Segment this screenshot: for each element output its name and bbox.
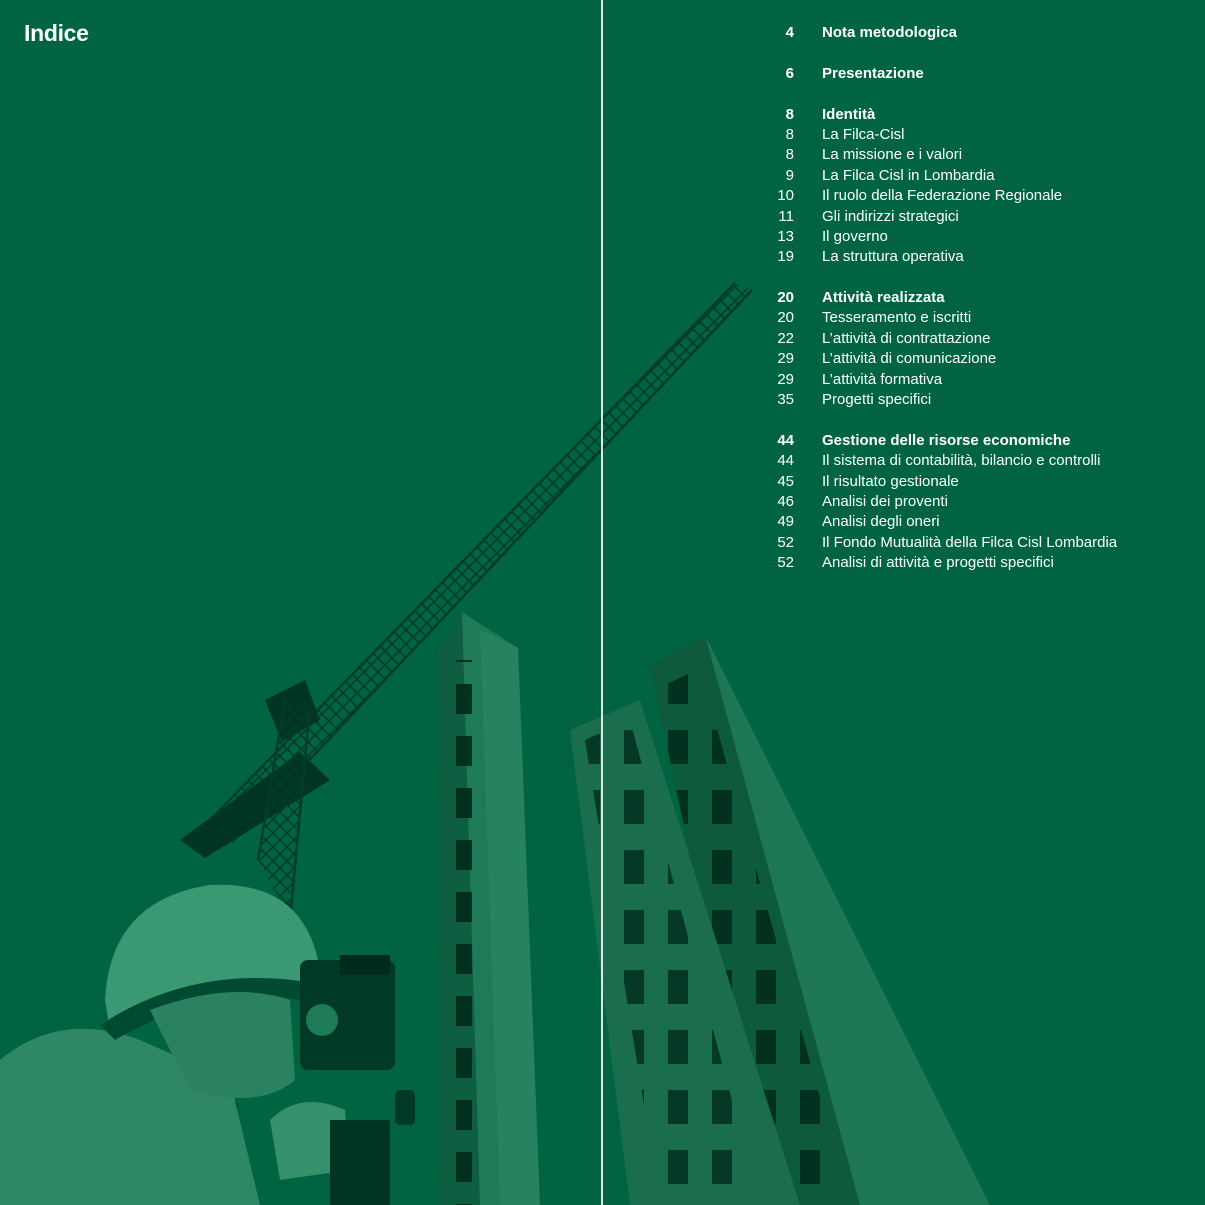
toc-page-number: 4: [785, 24, 794, 41]
toc-label: L’attività formativa: [822, 370, 943, 388]
toc-page-number: 8: [785, 105, 794, 123]
surveyor: [0, 885, 415, 1205]
toc-label: Il Fondo Mutualità della Filca Cisl Lombardia: [822, 533, 1118, 551]
toc-page-number: 8: [785, 125, 794, 143]
toc-entry[interactable]: [760, 207, 1190, 227]
toc-label: Presentazione: [822, 64, 924, 82]
toc-label: Identità: [822, 105, 876, 123]
toc-entry[interactable]: [760, 349, 1190, 369]
toc-label: La missione e i valori: [822, 146, 963, 164]
toc-label: Gli indirizzi strategici: [822, 207, 959, 225]
table-of-contents: [760, 23, 1190, 594]
toc-label: La Filca Cisl in Lombardia: [822, 166, 995, 184]
toc-page-number: 29: [777, 350, 794, 368]
toc-entry[interactable]: [760, 472, 1190, 492]
toc-section: [760, 105, 1190, 268]
toc-entry[interactable]: [760, 329, 1190, 349]
toc-entry[interactable]: [760, 492, 1190, 512]
toc-page-number: 46: [777, 492, 794, 510]
toc-page-number: 52: [777, 533, 794, 551]
toc-page-number: 10: [777, 187, 794, 205]
toc-page-number: 20: [777, 289, 794, 307]
toc-section: [760, 288, 1190, 410]
toc-label: Nota metodologica: [822, 24, 958, 41]
toc-page-number: 8: [785, 146, 794, 164]
left-tower: [438, 612, 540, 1205]
toc-section: [760, 64, 1190, 84]
toc-page-number: 11: [778, 207, 794, 225]
toc-heading[interactable]: [760, 431, 1190, 451]
toc-label: L’attività di comunicazione: [822, 350, 997, 368]
toc-entry[interactable]: [760, 370, 1190, 390]
toc-label: Il risultato gestionale: [822, 472, 959, 490]
toc-heading[interactable]: [760, 64, 1190, 84]
toc-label: Attività realizzata: [822, 289, 945, 307]
toc-entry[interactable]: [760, 125, 1190, 145]
toc-label: Tesseramento e iscritti: [822, 309, 972, 327]
toc-entry[interactable]: [760, 227, 1190, 247]
toc-page-number: 45: [777, 472, 794, 490]
toc-label: L’attività di contrattazione: [822, 329, 991, 347]
toc-entry[interactable]: [760, 186, 1190, 206]
right-tower: [570, 635, 990, 1205]
toc-entry[interactable]: [760, 145, 1190, 165]
toc-page-number: 20: [777, 309, 794, 327]
toc-label: Il governo: [822, 227, 888, 245]
toc-label: Analisi di attività e progetti specifici: [822, 554, 1054, 572]
toc-page-number: 35: [777, 391, 794, 409]
toc-label: Il sistema di contabilità, bilancio e controlli: [822, 452, 1101, 470]
toc-label: Il ruolo della Federazione Regionale: [822, 187, 1063, 205]
toc-entry[interactable]: [760, 390, 1190, 410]
toc-label: La Filca-Cisl: [822, 125, 905, 143]
toc-entry[interactable]: [760, 533, 1190, 553]
toc-page-number: 49: [777, 513, 794, 531]
toc-page-number: 29: [777, 370, 794, 388]
toc-page-number: 6: [785, 64, 794, 82]
toc-heading[interactable]: [760, 23, 1190, 43]
page-gutter: [601, 0, 603, 1205]
toc-page-number: 44: [777, 431, 794, 449]
toc-entry[interactable]: [760, 308, 1190, 328]
toc-section: [760, 431, 1190, 574]
toc-entry[interactable]: [760, 166, 1190, 186]
toc-section: [760, 23, 1190, 43]
toc-page-number: 52: [777, 554, 794, 572]
toc-page-number: 9: [785, 166, 794, 184]
toc-heading[interactable]: [760, 105, 1190, 125]
toc-page-number: 13: [777, 227, 794, 245]
toc-heading[interactable]: [760, 288, 1190, 308]
toc-label: Analisi degli oneri: [822, 513, 940, 531]
toc-entry[interactable]: [760, 553, 1190, 573]
toc-entry[interactable]: [760, 451, 1190, 471]
toc-entry[interactable]: [760, 512, 1190, 532]
toc-label: Analisi dei proventi: [822, 492, 948, 510]
toc-page-number: 19: [777, 248, 794, 266]
toc-label: Progetti specifici: [822, 391, 932, 409]
toc-entry[interactable]: [760, 247, 1190, 267]
toc-page-number: 44: [777, 452, 794, 470]
toc-page-number: 22: [777, 329, 794, 347]
toc-label: La struttura operativa: [822, 248, 964, 266]
page-title: Indice: [24, 20, 89, 46]
toc-label: Gestione delle risorse economiche: [822, 431, 1071, 449]
